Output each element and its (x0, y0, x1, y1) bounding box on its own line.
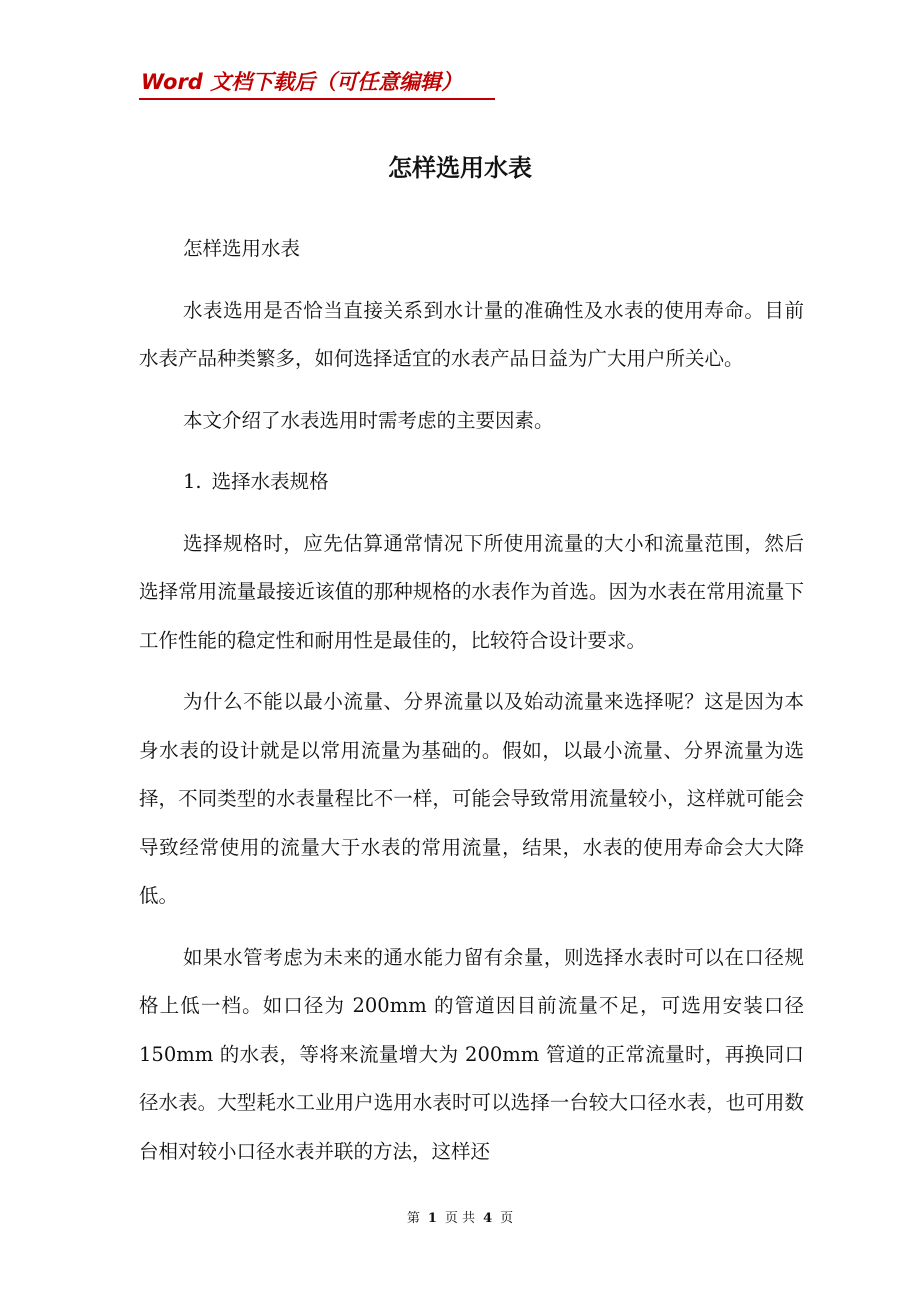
paragraph-summary: 本文介绍了水表选用时需考虑的主要因素。 (183, 408, 554, 432)
footer-prefix: 第 (406, 1211, 420, 1226)
list-item (139, 458, 804, 507)
page-footer (0, 1207, 920, 1226)
document-body (139, 225, 804, 1189)
footer-suffix: 页 (500, 1211, 514, 1226)
footer-middle: 页 共 (444, 1211, 476, 1226)
paragraph-spec-selection: 选择规格时，应先估算通常情况下所使用流量的大小和流量范围，然后选择常用流量最接近该值的那种规格的水表作为首选。因为水表在常用流量下工作性能的稳定性和耐用性是最佳的，比较符合设计要求。 (139, 531, 804, 652)
footer-page-number: 1 (427, 1211, 437, 1226)
document-header (139, 64, 495, 100)
paragraph-subtitle: 怎样选用水表 (183, 237, 301, 260)
header-label: Word 文档下载后（可任意编辑） (141, 70, 463, 94)
paragraph-reserve-capacity: 如果水管考虑为未来的通水能力留有余量，则选择水表时可以在口径规格上低一档。如口径为 200mm 的管道因目前流量不足，可选用安装口径 150mm 的水表，等将来流量增大为 200mm 管道的正常流量时，再换同口径水表。大型耗水工业用户选用水表时可以选择一台较大口径水表，也可用数台相对较小口径水表并联的方法，这样还 (139, 945, 804, 1163)
paragraph-intro: 水表选用是否恰当直接关系到水计量的准确性及水表的使用寿命。目前水表产品种类繁多，如何选择适宜的水表产品日益为广大用户所关心。 (139, 298, 804, 370)
list-item-text: 选择水表规格 (211, 470, 329, 493)
footer-total-pages: 4 (483, 1211, 493, 1226)
paragraph-why-not: 为什么不能以最小流量、分界流量以及始动流量来选择呢？这是因为本身水表的设计就是以常用流量为基础的。假如，以最小流量、分界流量为选择，不同类型的水表量程比不一样，可能会导致常用流量较小，这样就可能会导致经常使用的流量大于水表的常用流量，结果，水表的使用寿命会大大降低。 (139, 690, 804, 907)
list-item-number: 1. (183, 470, 202, 493)
document-title: 怎样选用水表 (388, 153, 532, 182)
